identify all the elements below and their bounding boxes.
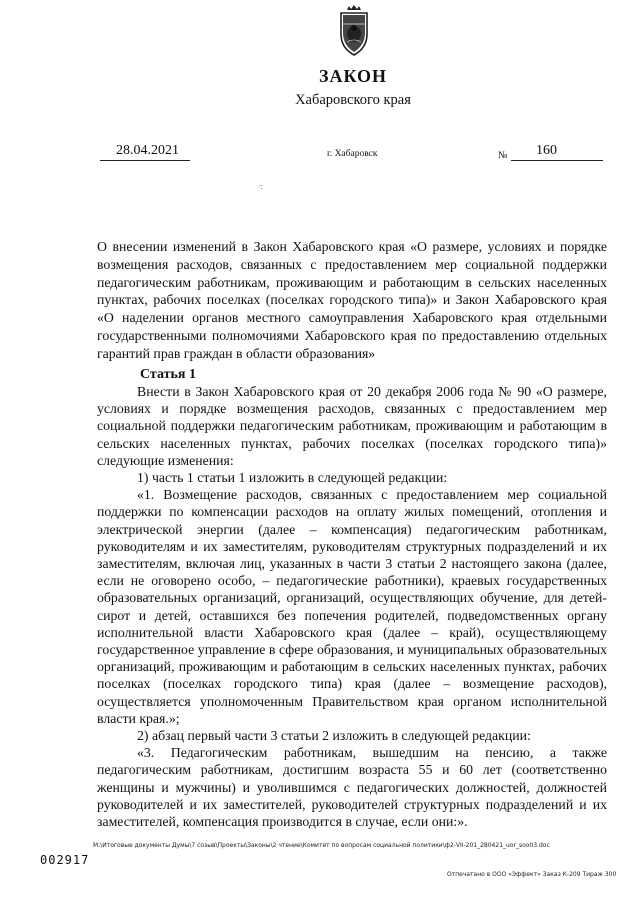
law-preamble: О внесении изменений в Закон Хабаровского края «О размере, условиях и порядке возмещения расходов, связанных с предоставлением мер социальной поддержки педагогическим работникам, проживающим и работающим в сельских населенных пунктах, рабочих поселках (поселках городского типа)» и Закон Хабаровского края «О наделении органов местного самоуправления Хабаровского края отдельными государственными полномочиями Хабаровского края по предоставлению отдельных гарантий прав граждан в области образования» [97,239,607,361]
article-body [97,383,607,830]
number-underline [511,160,603,161]
scan-speck-icon: ·: [258,182,263,191]
article-paragraph: «1. Возмещение расходов, связанных с предоставлением мер социальной поддержки по компенсации расходов на оплату жилых помещений, отопления и электрической энергии (далее – компенсация) педагогическим работникам, руководителям и их заместителям, руководителям структурных подразделений и их заместителям, включая лиц, указанных в части 3 статьи 2 настоящего закона (далее, если не оговорено особо, – педагогические работники), краевых государственных образовательных организаций, организаций, осуществляющих обучение, для детей-сирот и детей, оставшихся без попечения родителей, подведомственных органу исполнительной власти Хабаровского края (далее – край), осуществляющему государственное управление в сфере образования, и муниципальных образовательных организаций, проживающим и работающим в сельских населенных пунктах, рабочих поселках (поселках городского типа) края (далее – возмещение расходов), осуществляется уполномоченным Правительством края органом исполнительной власти края.»; [97,487,607,726]
article-paragraph: Внести в Закон Хабаровского края от 20 декабря 2006 года № 90 «О размере, условиях и порядке возмещения расходов, связанных с предоставлением мер социальной поддержки педагогическим работникам, проживающим и работающим в сельских населенных пунктах, рабочих поселках (поселках городского типа)» следующие изменения: [97,384,607,468]
print-note: Отпечатано в ООО «Эффект» Заказ К-209 Тираж 300 [447,871,617,878]
document-title: ЗАКОН [318,66,388,86]
coat-of-arms-icon [333,4,375,58]
article-paragraph: 1) часть 1 статьи 1 изложить в следующей редакции: [137,470,448,486]
file-path: M:\Итоговые документы Думы\7 созыв\Проекты\Законы\2 чтение\Комитет по вопросам социальной политики\ф2-VII-201_280421_uor_soo03.doc [93,842,550,849]
article-paragraph: 2) абзац первый части 3 статьи 2 изложить в следующей редакции: [137,728,531,744]
document-city: г. Хабаровск [327,149,378,159]
date-underline [100,160,190,161]
article-heading: Статья 1 [140,367,196,382]
number-sign: № [498,150,508,161]
document-subtitle: Хабаровского края [295,92,411,108]
archive-number: 002917 [40,853,90,867]
document-date: 28.04.2021 [116,143,179,158]
article-paragraph: «3. Педагогическим работникам, вышедшим на пенсию, а также педагогическим работникам, достигшим возраста 55 и 60 лет (соответственно женщины и мужчины) и уволившимся с педагогических должностей, должностей руководителей и их заместителей, руководителей структурных подразделений и их заместителей, компенсация производится в случае, если они:». [97,745,607,830]
document-number: 160 [536,143,557,158]
